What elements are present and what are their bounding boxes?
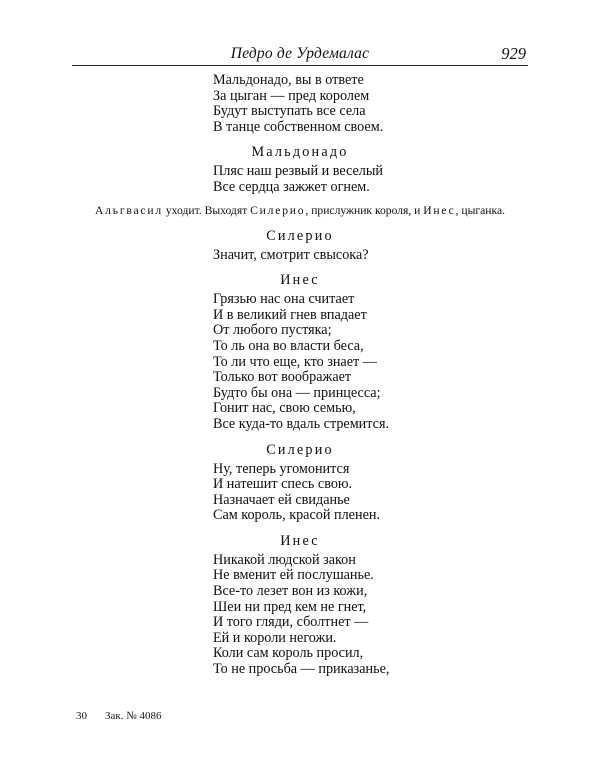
- direction-text: , цыганка.: [455, 203, 506, 217]
- verse-stanza: [213, 248, 560, 264]
- verse-line: За цыган — пред королем: [213, 87, 370, 104]
- signature-number: 30: [76, 710, 87, 722]
- page-number: 929: [501, 44, 526, 63]
- speaker-name: Силерио: [266, 227, 334, 244]
- verse-line: И в великий гнев впадает: [213, 306, 367, 323]
- verse-line: Грязью нас она считает: [213, 291, 355, 308]
- character-name: Альгвасил: [94, 203, 163, 217]
- verse-line: Сам король, красой пленен.: [213, 507, 381, 524]
- stage-direction: [40, 203, 560, 219]
- direction-text: , прислужник короля, и: [305, 203, 424, 217]
- verse-line: Значит, смотрит свысока?: [213, 246, 369, 263]
- verse-line: Будут выступать все села: [213, 103, 366, 120]
- character-name: Инес: [423, 203, 456, 217]
- verse-stanza: [213, 164, 560, 195]
- verse-line: Будто бы она — принцесса;: [213, 384, 381, 401]
- header-rule: [72, 65, 528, 66]
- verse-line: Пляс наш резвый и веселый: [213, 163, 383, 180]
- speaker-name: Инес: [280, 272, 320, 289]
- verse-line: И того гляди, сболтнет —: [213, 614, 369, 631]
- play-text: [40, 73, 560, 678]
- verse-stanza: [213, 553, 560, 678]
- verse-line: Ну, теперь угомонится: [213, 460, 350, 477]
- speaker-name: Мальдонадо: [251, 144, 349, 161]
- running-title: Педро де Урдемалас: [230, 45, 370, 62]
- order-number: Зак. № 4086: [105, 710, 162, 722]
- verse-line: Гонит нас, свою семью,: [213, 400, 356, 417]
- verse-line: И натешит спесь свою.: [213, 476, 353, 493]
- verse-line: Назначает ей свиданье: [213, 491, 350, 508]
- verse-line: Коли сам король просил,: [213, 645, 364, 662]
- speaker-name: Силерио: [266, 441, 334, 458]
- speaker-name: Инес: [280, 532, 320, 549]
- verse-stanza: [213, 73, 560, 135]
- verse-line: Все-то лезет вон из кожи,: [213, 583, 368, 600]
- verse-stanza: [213, 292, 560, 432]
- verse-line: Только вот воображает: [213, 369, 352, 386]
- direction-text: уходит. Выходят: [162, 203, 251, 217]
- verse-line: От любого пустяка;: [213, 322, 332, 339]
- verse-line: Не вменит ей послушанье.: [213, 567, 374, 584]
- verse-line: Все сердца зажжет огнем.: [213, 178, 370, 195]
- verse-line: То не просьба — приказанье,: [213, 661, 390, 678]
- verse-line: Все куда-то вдаль стремится.: [213, 415, 390, 432]
- verse-line: То ль она во власти беса,: [213, 337, 364, 354]
- verse-line: Мальдонадо, вы в ответе: [213, 72, 364, 88]
- verse-line: То ли что еще, кто знает —: [213, 353, 377, 370]
- running-header: [72, 40, 528, 66]
- verse-stanza: [213, 462, 560, 524]
- verse-line: В танце собственном своем.: [213, 118, 384, 135]
- verse-line: Никакой людской закон: [213, 551, 356, 568]
- verse-line: Ей и короли негожи.: [213, 629, 337, 646]
- verse-line: Шеи ни пред кем не гнет,: [213, 598, 367, 615]
- printer-footer: [76, 710, 161, 722]
- character-name: Силерио: [250, 203, 306, 217]
